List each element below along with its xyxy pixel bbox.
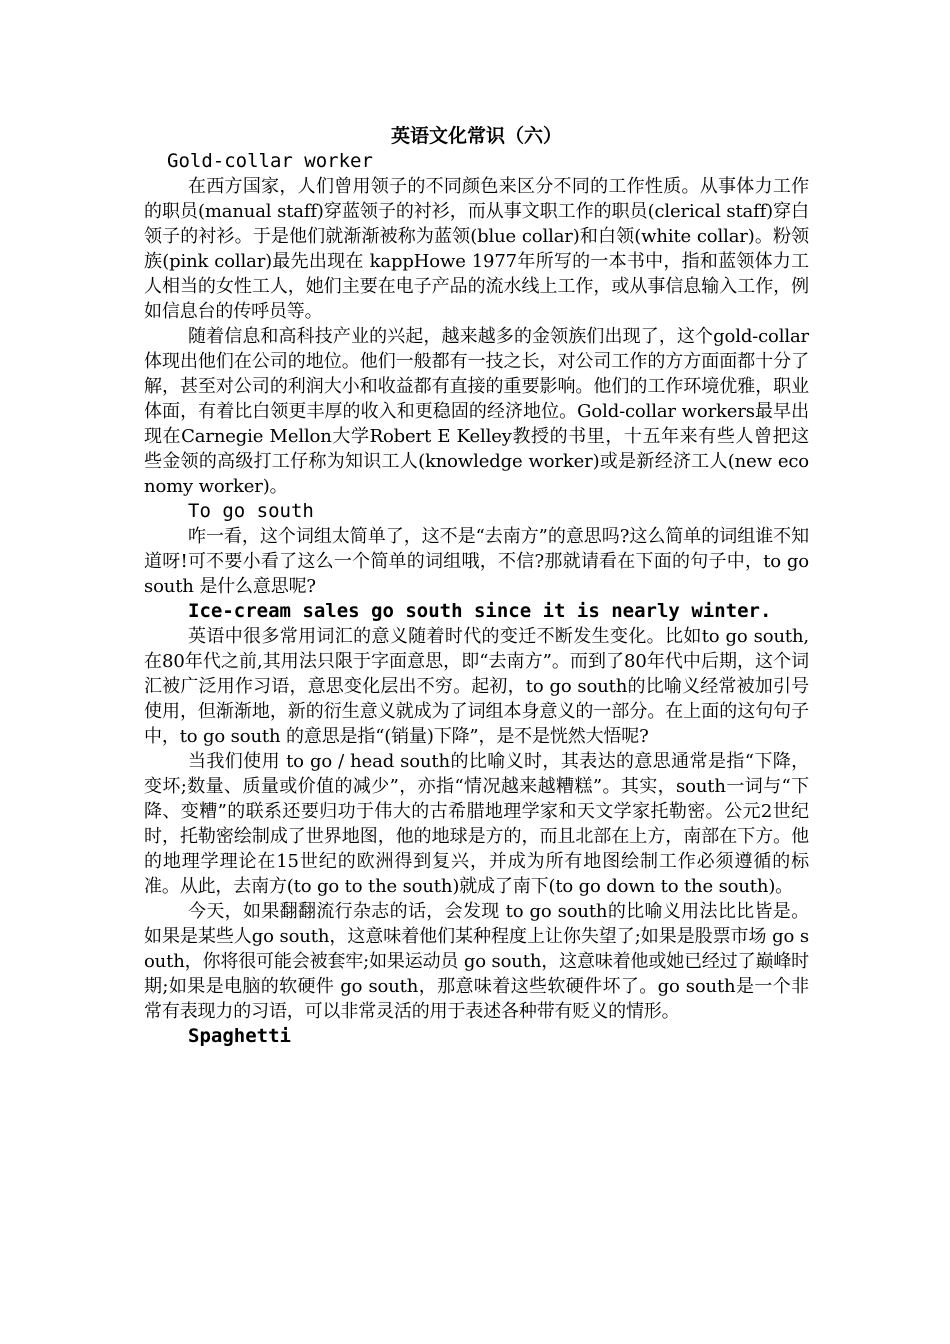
document-title: 英语文化常识（六） bbox=[390, 125, 562, 147]
document-page bbox=[144, 124, 809, 1049]
example-sentence: Ice-cream sales go south since it is nearly winter. bbox=[188, 600, 772, 622]
paragraph: 当我们使用 to go / head south的比喻义时，其表达的意思通常是指“下降，变坏;数量、质量或价值的减少”，亦指“情况越来越糟糕”。其实，south一词与“下降、变糟”的联系还要归功于伟大的古希腊地理学家和天文学家托勒密。公元2世纪时，托勒密绘制成了世界地图，他的地球是方的，而且北部在上方，南部在下方。他的地理学理论在15世纪的欧洲得到复兴，并成为所有地图绘制工作必须遵循的标准。从此，去南方(to go to the south)就成了南下(to go down to the south)。 bbox=[144, 751, 809, 897]
section-heading-gold-collar: Gold-collar worker bbox=[167, 150, 373, 172]
section-heading-spaghetti: Spaghetti bbox=[188, 1025, 291, 1047]
paragraph: 随着信息和高科技产业的兴起，越来越多的金领族们出现了，这个gold-collar体现出他们在公司的地位。他们一般都有一技之长，对公司工作的方方面面都十分了解，甚至对公司的利润大小和收益都有直接的重要影响。他们的工作环境优雅，职业体面，有着比白领更丰厚的收入和更稳固的经济地位。Gold-collar workers最早出现在Carnegie Mellon大学Robert E Kelley教授的书里，十五年来有些人曾把这些金领的高级打工仔称为知识工人(knowledge worker)或是新经济工人(new economy worker)。 bbox=[144, 326, 809, 497]
paragraph: 今天，如果翻翻流行杂志的话，会发现 to go south的比喻义用法比比皆是。如果是某些人go south，这意味着他们某种程度上让你失望了;如果是股票市场 go south，你将很可能会被套牢;如果运动员 go south，这意味着他或她已经过了巅峰时期;如果是电脑的软硬件 go south，那意味着这些软硬件坏了。go south是一个非常有表现力的习语，可以非常灵活的用于表述各种带有贬义的情形。 bbox=[144, 901, 810, 1022]
paragraph: 在西方国家，人们曾用领子的不同颜色来区分不同的工作性质。从事体力工作的职员(manual staff)穿蓝领子的衬衫，而从事文职工作的职员(clerical staff)穿白领子的衬衫。于是他们就渐渐被称为蓝领(blue collar)和白领(white collar)。粉领族(pink collar)最先出现在 kappHowe 1977年所写的一本书中，指和蓝领体力工人相当的女性工人，她们主要在电子产品的流水线上工作，或从事信息输入工作，例如信息台的传呼员等。 bbox=[144, 176, 809, 322]
paragraph: 英语中很多常用词汇的意义随着时代的变迁不断发生变化。比如to go south,在80年代之前,其用法只限于字面意思，即“去南方”。而到了80年代中后期，这个词汇被广泛用作习语，意思变化层出不穷。起初，to go south的比喻义经常被加引号使用，但渐渐地，新的衍生意义就成为了词组本身意义的一部分。在上面的这句句子中，to go south 的意思是指“(销量)下降”，是不是恍然大悟呢? bbox=[144, 626, 809, 747]
section-heading-to-go-south: To go south bbox=[188, 500, 314, 522]
paragraph: 咋一看，这个词组太简单了，这不是“去南方”的意思吗?这么简单的词组谁不知道呀!可不要小看了这么一个简单的词组哦，不信?那就请看在下面的句子中，to go south 是什么意思呢? bbox=[144, 526, 809, 597]
